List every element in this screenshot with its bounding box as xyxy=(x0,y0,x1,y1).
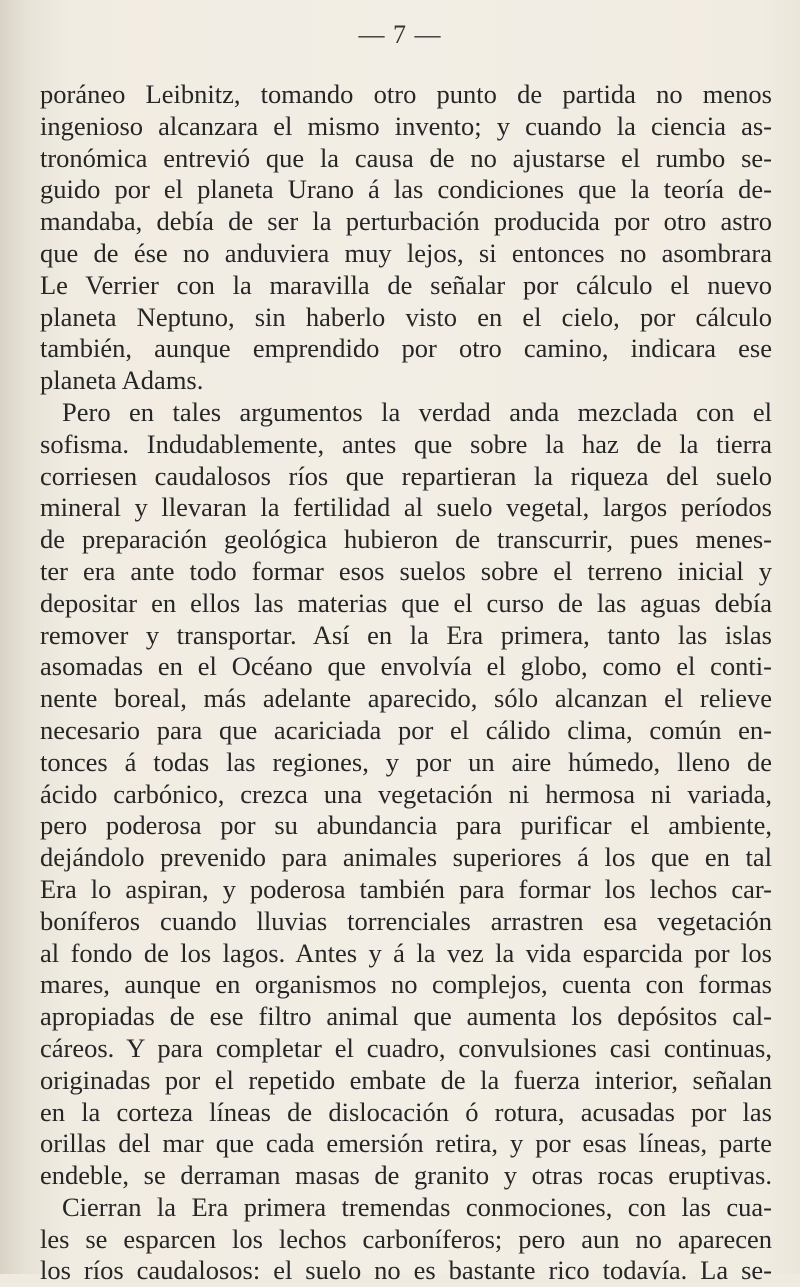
text-line: tonces á todas las regiones, y por un aire húmedo, lleno de xyxy=(40,746,772,777)
text-line: mares, aunque en organismos no complejos, cuenta con formas xyxy=(40,969,772,1000)
text-line: en la corteza líneas de dislocación ó rotura, acusadas por las xyxy=(40,1096,772,1127)
text-line: originadas por el repetido embate de la fuerza interior, señalan xyxy=(40,1064,772,1095)
text-line: cáreos. Y para completar el cuadro, convulsiones casi continuas, xyxy=(40,1032,772,1063)
body-text xyxy=(40,79,772,1287)
text-line: Le Verrier con la maravilla de señalar por cálculo el nuevo xyxy=(40,269,772,300)
text-line: que de ése no anduviera muy lejos, si entonces no asombrara xyxy=(40,237,772,268)
text-line: Cierran la Era primera tremendas conmociones, con las cua- xyxy=(62,1191,772,1222)
text-line: al fondo de los lagos. Antes y á la vez la vida esparcida por los xyxy=(40,937,772,968)
text-line: poráneo Leibnitz, tomando otro punto de partida no menos xyxy=(40,79,772,109)
text-line: orillas del mar que cada emersión retira, y por esas líneas, parte xyxy=(40,1128,772,1159)
text-line: asomadas en el Océano que envolvía el globo, como el conti- xyxy=(40,651,772,682)
text-line: dejándolo prevenido para animales superiores á los que en tal xyxy=(40,842,772,873)
text-line: remover y transportar. Así en la Era primera, tanto las islas xyxy=(40,619,772,650)
text-line: ter era ante todo formar esos suelos sobre el terreno inicial y xyxy=(40,555,772,586)
text-line: de preparación geológica hubieron de transcurrir, pues menes- xyxy=(40,524,772,555)
text-line: Pero en tales argumentos la verdad anda mezclada con el xyxy=(62,396,772,427)
text-line: mineral y llevaran la fertilidad al suelo vegetal, largos períodos xyxy=(40,492,772,523)
text-line: pero poderosa por su abundancia para purificar el ambiente, xyxy=(40,810,772,841)
text-line: mandaba, debía de ser la perturbación producida por otro astro xyxy=(40,206,772,237)
text-line: apropiadas de ese filtro animal que aumenta los depósitos cal- xyxy=(40,1001,772,1032)
text-line: también, aunque emprendido por otro camino, indicara ese xyxy=(40,333,772,364)
text-line: planeta Adams. xyxy=(40,365,204,396)
text-line: tronómica entrevió que la causa de no ajustarse el rumbo se- xyxy=(40,142,772,173)
text-line: corriesen caudalosos ríos que repartieran la riqueza del suelo xyxy=(40,460,772,491)
text-line: boníferos cuando lluvias torrenciales arrastren esa vegetación xyxy=(40,905,772,936)
text-line: les se esparcen los lechos carboníferos; pero aun no aparecen xyxy=(40,1223,772,1254)
text-line: Era lo aspiran, y poderosa también para formar los lechos car- xyxy=(40,873,772,904)
text-line: ácido carbónico, crezca una vegetación ni hermosa ni variada, xyxy=(40,778,772,809)
text-line: guido por el planeta Urano á las condiciones que la teoría de- xyxy=(40,174,772,205)
text-line: depositar en ellos las materias que el curso de las aguas debía xyxy=(40,587,772,618)
text-line: planeta Neptuno, sin haberlo visto en el cielo, por cálculo xyxy=(40,301,772,332)
text-line: los ríos caudalosos: el suelo no es bastante rico todavía. La se- xyxy=(40,1255,772,1286)
page-number: — 7 — xyxy=(358,20,442,49)
text-line: necesario para que acariciada por el cálido clima, común en- xyxy=(40,714,772,745)
text-line: ingenioso alcanzara el mismo invento; y cuando la ciencia as- xyxy=(40,110,772,141)
text-line: sofisma. Indudablemente, antes que sobre la haz de la tierra xyxy=(40,428,772,459)
text-line: endeble, se derraman masas de granito y otras rocas eruptivas. xyxy=(40,1160,772,1191)
text-line: nente boreal, más adelante aparecido, sólo alcanzan el relieve xyxy=(40,683,772,714)
